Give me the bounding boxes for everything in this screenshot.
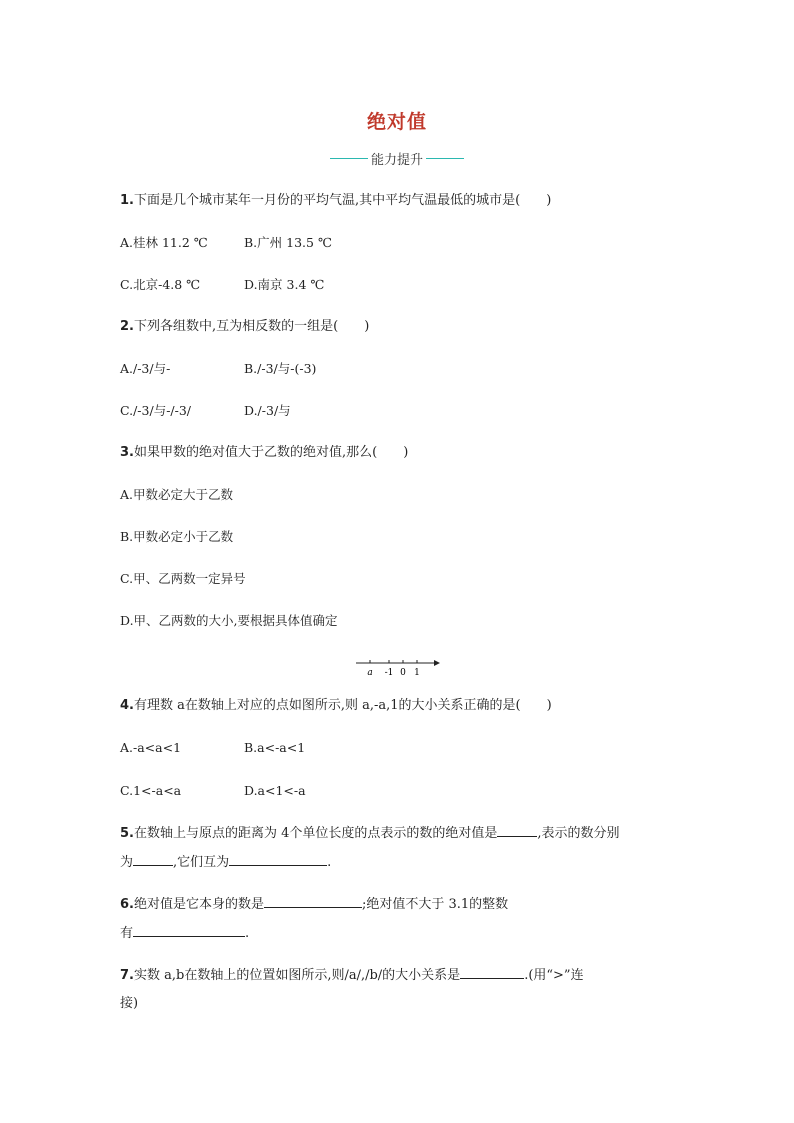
option-c: C.北京-4.8 ℃ bbox=[120, 277, 201, 292]
option-b: B.广州 13.5 ℃ bbox=[244, 235, 332, 250]
question-number: 3. bbox=[120, 445, 134, 460]
question-text: 有 bbox=[120, 926, 134, 941]
heading-rule-right bbox=[426, 158, 464, 159]
answer-blank[interactable] bbox=[264, 893, 362, 908]
question-3 bbox=[120, 442, 408, 464]
question-number: 6. bbox=[120, 897, 134, 912]
question-text: . bbox=[327, 855, 332, 870]
label-1: 1 bbox=[414, 668, 420, 678]
answer-blank[interactable] bbox=[497, 822, 537, 837]
question-5-line-1 bbox=[120, 822, 620, 845]
option-a: A.桂林 11.2 ℃ bbox=[120, 235, 208, 250]
question-stem: 下面是几个城市某年一月份的平均气温,其中平均气温最低的城市是( ) bbox=[133, 193, 552, 208]
question-text: .(用“>”连 bbox=[524, 968, 584, 983]
label-minus-1: -1 bbox=[384, 668, 394, 678]
option-a: A./-3/与- bbox=[120, 361, 171, 376]
question-number: 7. bbox=[120, 968, 134, 983]
option-c: C.甲、乙两数一定异号 bbox=[120, 571, 246, 586]
question-text: ;绝对值不大于 3.1的整数 bbox=[362, 897, 509, 912]
question-text: . bbox=[245, 926, 250, 941]
option-d: D./-3/与 bbox=[244, 403, 291, 418]
option-b: B.甲数必定小于乙数 bbox=[120, 529, 234, 544]
option-d: D.南京 3.4 ℃ bbox=[244, 277, 325, 292]
section-heading bbox=[0, 149, 794, 168]
question-4 bbox=[120, 695, 552, 717]
question-number: 1. bbox=[120, 193, 134, 208]
question-text: 在数轴上与原点的距离为 4个单位长度的点表示的数的绝对值是 bbox=[133, 826, 498, 841]
question-text: ,表示的数分别 bbox=[537, 826, 620, 841]
option-b: B./-3/与-(-3) bbox=[244, 361, 317, 376]
question-2 bbox=[120, 316, 369, 338]
question-text: 为 bbox=[120, 855, 134, 870]
question-7-line-1 bbox=[120, 964, 584, 987]
page-title: 绝对值 bbox=[366, 111, 427, 133]
option-d: D.a<1<-a bbox=[244, 783, 306, 798]
option-b: B.a<-a<1 bbox=[244, 740, 306, 755]
number-line-figure bbox=[356, 657, 440, 679]
question-6-line-2 bbox=[120, 922, 249, 945]
answer-blank[interactable] bbox=[133, 851, 173, 866]
answer-blank[interactable] bbox=[229, 851, 327, 866]
question-number: 5. bbox=[120, 826, 134, 841]
question-stem: 下列各组数中,互为相反数的一组是( ) bbox=[133, 319, 370, 334]
option-c: C.1<-a<a bbox=[120, 783, 182, 798]
question-text: 绝对值是它本身的数是 bbox=[133, 897, 264, 912]
question-6-line-1 bbox=[120, 893, 508, 916]
question-stem: 如果甲数的绝对值大于乙数的绝对值,那么( ) bbox=[133, 445, 409, 460]
question-5-line-2 bbox=[120, 851, 331, 874]
question-7-line-2: 接) bbox=[120, 996, 139, 1011]
option-d: D.甲、乙两数的大小,要根据具体值确定 bbox=[120, 613, 338, 628]
question-number: 2. bbox=[120, 319, 134, 334]
option-a: A.-a<a<1 bbox=[120, 740, 182, 755]
option-a: A.甲数必定大于乙数 bbox=[120, 487, 234, 502]
option-c: C./-3/与-/-3/ bbox=[120, 403, 192, 418]
question-text: 实数 a,b在数轴上的位置如图所示,则/a/,/b/的大小关系是 bbox=[133, 968, 461, 983]
label-a: a bbox=[367, 668, 373, 678]
section-heading-text: 能力提升 bbox=[370, 153, 423, 168]
label-0: 0 bbox=[400, 668, 406, 678]
question-text: ,它们互为 bbox=[173, 855, 230, 870]
question-1 bbox=[120, 190, 551, 212]
arrow-head-icon bbox=[434, 660, 440, 666]
heading-rule-left bbox=[330, 158, 368, 159]
question-number: 4. bbox=[120, 698, 134, 713]
answer-blank[interactable] bbox=[133, 922, 245, 937]
answer-blank[interactable] bbox=[460, 964, 524, 979]
question-stem: 有理数 a在数轴上对应的点如图所示,则 a,-a,1的大小关系正确的是( ) bbox=[133, 698, 552, 713]
